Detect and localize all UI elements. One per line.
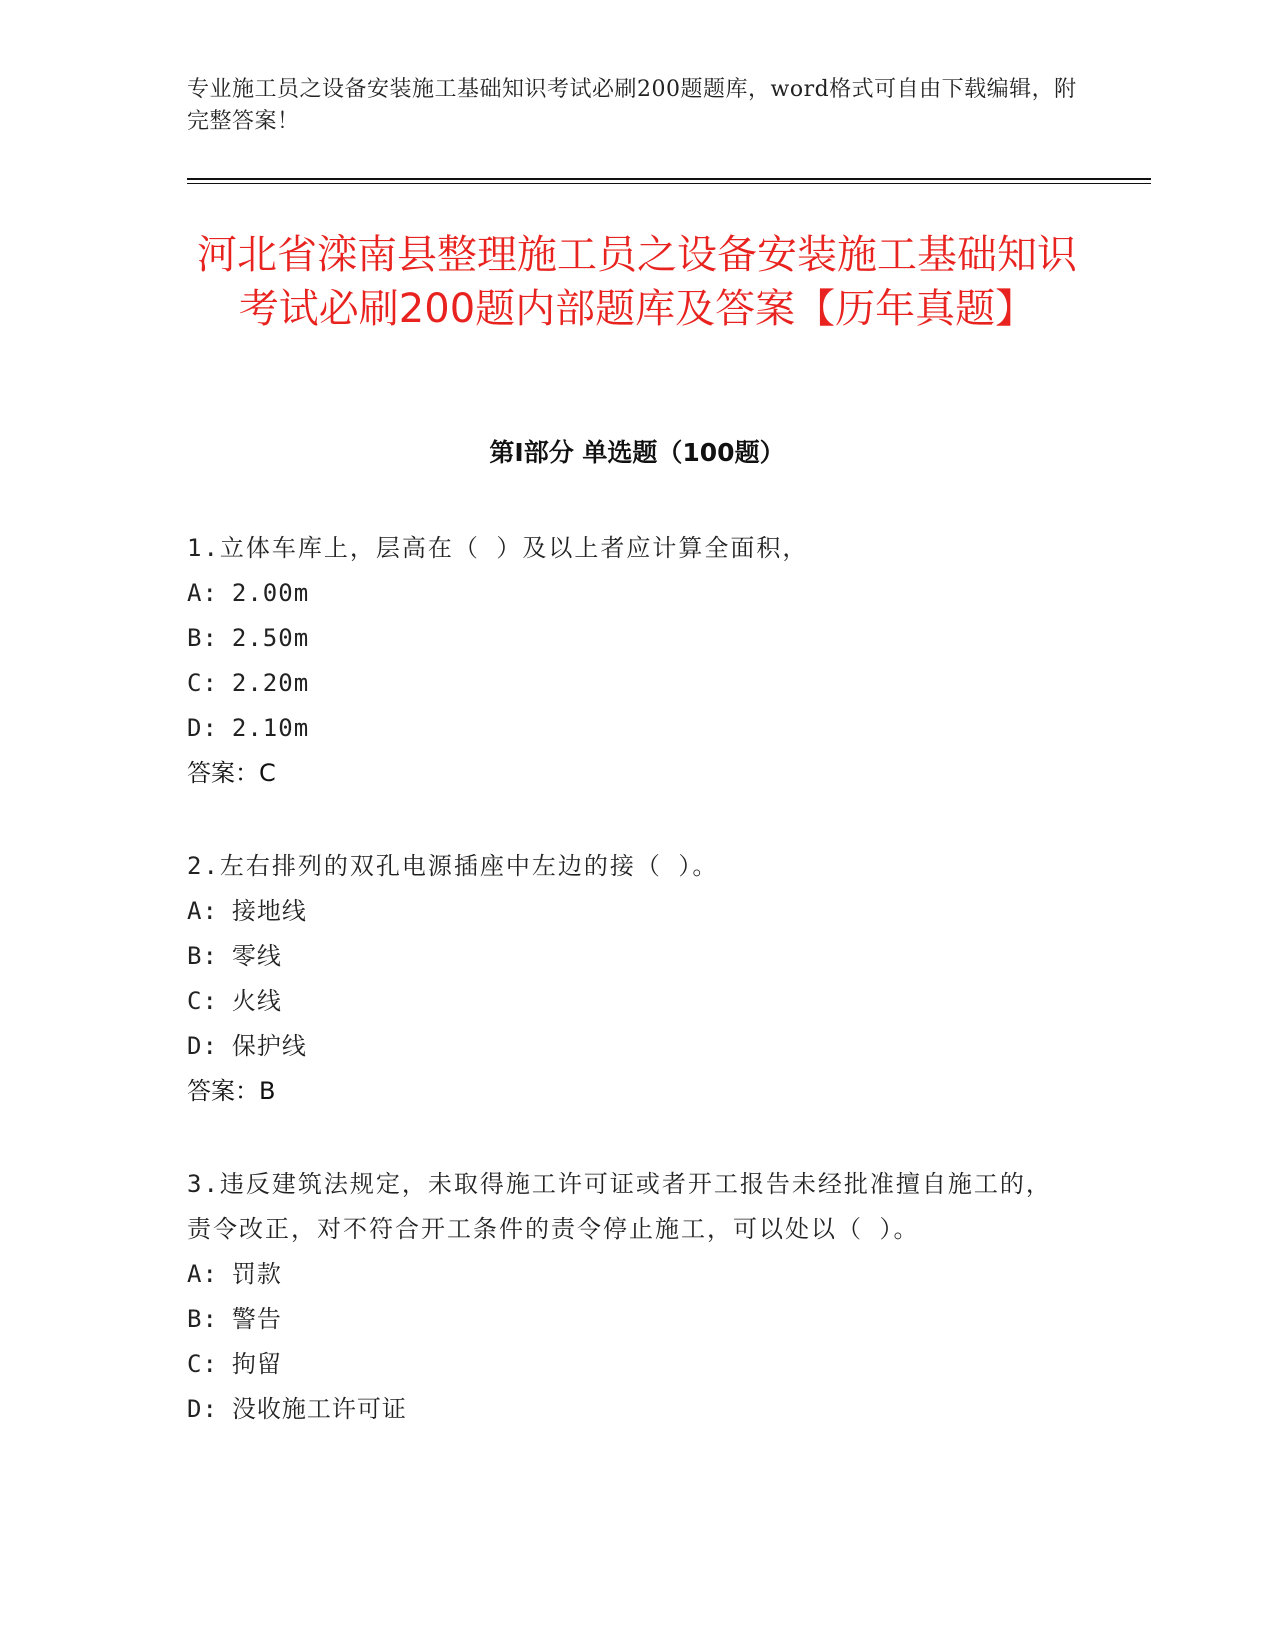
option-text: 火线 [231,987,282,1015]
option-text: 2.10m [231,714,310,742]
question-stem: 3.违反建筑法规定，未取得施工许可证或者开工报告未经批准擅自施工的，责令改正，对不符合开工条件的责令停止施工，可以处以（ ）。 [187,1170,1052,1243]
section-title: 第Ⅰ部分 单选题（100题） [489,438,785,467]
option-a [187,571,1067,616]
option-label: B: [187,942,218,970]
answer: 答案：B [187,1077,276,1105]
option-a [187,1252,1067,1297]
option-label: B: [187,624,218,652]
option-d [187,706,1067,751]
option-label: A: [187,579,218,607]
option-label: D: [187,714,218,742]
option-c [187,1342,1067,1387]
option-text: 2.00m [231,579,310,607]
header-note: 专业施工员之设备安装施工基础知识考试必刷200题题库，word格式可自由下载编辑，附完整答案！ [187,77,1077,134]
option-d [187,1024,1067,1069]
answer: 答案：C [187,759,276,787]
option-text: 警告 [231,1305,282,1333]
option-b [187,1297,1067,1342]
header-rule-thick [187,178,1151,180]
option-label: B: [187,1305,218,1333]
option-label: C: [187,987,218,1015]
option-text: 没收施工许可证 [231,1395,407,1423]
question-stem: 1.立体车库上，层高在（ ）及以上者应计算全面积， [187,534,809,562]
option-label: A: [187,897,218,925]
question-stem: 2.左右排列的双孔电源插座中左边的接（ ）。 [187,852,719,880]
option-text: 保护线 [231,1032,307,1060]
option-label: C: [187,1350,218,1378]
option-c [187,661,1067,706]
option-text: 罚款 [231,1260,282,1288]
option-label: C: [187,669,218,697]
option-b [187,934,1067,979]
option-text: 接地线 [231,897,307,925]
option-text: 2.50m [231,624,310,652]
option-c [187,979,1067,1024]
option-text: 2.20m [231,669,310,697]
option-a [187,889,1067,934]
option-text: 零线 [231,942,282,970]
header-rule-thin [187,183,1151,184]
document-title: 河北省滦南县整理施工员之设备安装施工基础知识考试必刷200题内部题库及答案【历年真题】 [197,232,1077,332]
question-2 [187,844,1067,1114]
question-1 [187,526,1067,796]
question-3 [187,1162,1067,1432]
option-label: D: [187,1395,218,1423]
option-label: D: [187,1032,218,1060]
option-b [187,616,1067,661]
option-d [187,1387,1067,1432]
option-text: 拘留 [231,1350,282,1378]
option-label: A: [187,1260,218,1288]
